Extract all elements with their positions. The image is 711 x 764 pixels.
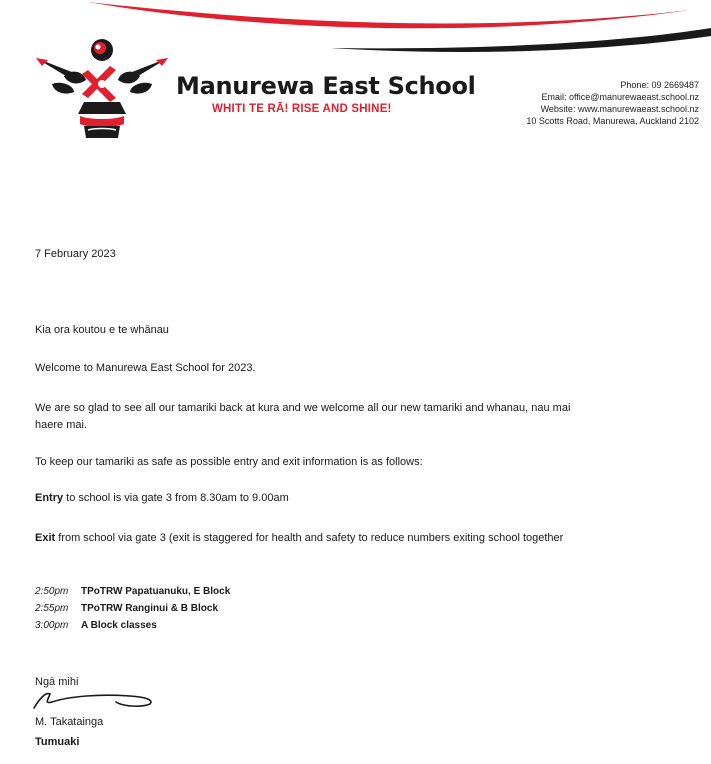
exit-paragraph (35, 530, 595, 547)
schedule-group: TPoTRW Papatuanuku, E Block (81, 586, 231, 597)
welcome-line: Welcome to Manurewa East School for 2023. (35, 362, 256, 374)
schedule-group: TPoTRW Ranginui & B Block (81, 603, 219, 614)
schedule-group: A Block classes (81, 620, 157, 631)
phone-number: Phone: 09 2669487 (620, 80, 699, 90)
entry-line (35, 492, 289, 504)
school-motto: WHITI TE RĀ! RISE AND SHINE! (212, 103, 392, 115)
schedule-time: 2:50pm (35, 586, 69, 597)
email-address: Email: office@manurewaeast.school.nz (541, 92, 699, 102)
schedule-time: 3:00pm (35, 620, 69, 631)
safety-line: To keep our tamariki as safe as possible entry and exit information is as follows: (35, 456, 423, 468)
entry-label: Entry (35, 492, 64, 504)
exit-text: from school via gate 3 (exit is staggered for health and safety to reduce numbers exiting school together (55, 532, 564, 544)
letter-date: 7 February 2023 (35, 248, 116, 260)
school-logo (34, 36, 170, 140)
exit-label: Exit (35, 532, 56, 544)
school-name: Manurewa East School (176, 72, 476, 100)
schedule-row (35, 603, 218, 614)
website-address: Website: www.manurewaeast.school.nz (540, 104, 699, 114)
contact-info (526, 79, 699, 127)
signer-title: Tumuaki (35, 736, 80, 748)
signer-name: M. Takatainga (35, 716, 104, 728)
schedule-time: 2:55pm (35, 603, 69, 614)
greeting: Kia ora koutou e te whānau (35, 324, 169, 336)
postal-address: 10 Scotts Road, Manurewa, Auckland 2102 (526, 116, 699, 126)
closing: Ngā mihi (35, 676, 79, 688)
schedule-row (35, 620, 157, 631)
handwritten-signature (30, 688, 160, 712)
schedule-row (35, 586, 230, 597)
entry-text: to school is via gate 3 from 8.30am to 9.00am (63, 492, 289, 504)
glad-paragraph: We are so glad to see all our tamariki back at kura and we welcome all our new tamariki and whanau, nau mai haere mai. (35, 402, 571, 431)
